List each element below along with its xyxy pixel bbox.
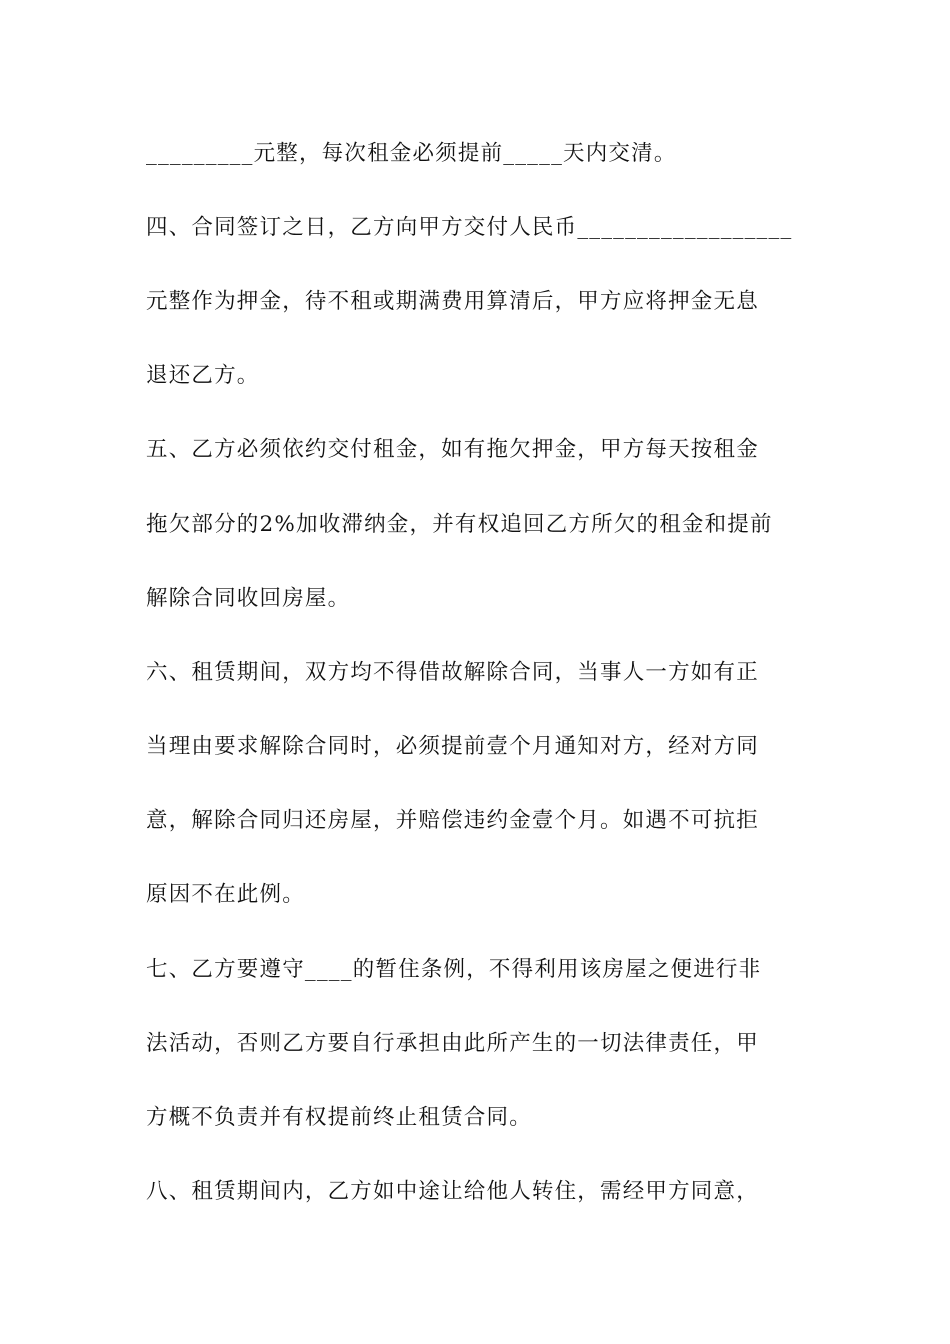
text-line-11: [146, 875, 806, 915]
text-line-6: [146, 505, 806, 545]
line-12-post: 的暂住条例，不得利用该房屋之便进行非: [352, 957, 762, 982]
text-line-12: [146, 950, 806, 990]
text-line-4: [146, 356, 806, 396]
text-line-15: [146, 1172, 806, 1212]
line-3-text: 元整作为押金，待不租或期满费用算清后，甲方应将押金无息: [146, 289, 759, 314]
clause-6-start: 六、租赁期间，双方均不得借故解除合同，当事人一方如有正: [146, 660, 759, 685]
clause-8-start: 八、租赁期间内，乙方如中途让给他人转住，需经甲方同意，: [146, 1179, 759, 1204]
line-4-text: 退还乙方。: [146, 363, 260, 388]
blank-regulation: ____: [304, 957, 353, 982]
text-line-9: [146, 727, 806, 767]
blank-deposit: __________________: [577, 215, 793, 240]
line-10-text: 意，解除合同归还房屋，并赔偿违约金壹个月。如遇不可抗拒: [146, 808, 759, 833]
line-13-text: 法活动，否则乙方要自行承担由此所产生的一切法律责任，甲: [146, 1031, 759, 1056]
clause-4-start: 四、合同签订之日，乙方向甲方交付人民币: [146, 215, 578, 240]
blank-amount: _________: [146, 141, 254, 166]
clause-5-start: 五、乙方必须依约交付租金，如有拖欠押金，甲方每天按租金: [146, 437, 759, 462]
text-line-8: [146, 653, 806, 693]
line-7-text: 解除合同收回房屋。: [146, 586, 351, 611]
text-line-3: [146, 282, 806, 322]
text-line-10: [146, 801, 806, 841]
line-9-text: 当理由要求解除合同时，必须提前壹个月通知对方，经对方同: [146, 734, 759, 759]
text-line-2: [146, 208, 806, 248]
line-1-post: 天内交清。: [563, 141, 677, 166]
blank-days: _____: [503, 141, 564, 166]
text-line-1: [146, 134, 806, 174]
text-line-5: [146, 430, 806, 470]
clause-7-start: 七、乙方要遵守: [146, 957, 305, 982]
line-11-text: 原因不在此例。: [146, 882, 305, 907]
text-line-14: [146, 1098, 806, 1138]
text-line-7: [146, 579, 806, 619]
text-line-13: [146, 1024, 806, 1064]
line-14-text: 方概不负责并有权提前终止租赁合同。: [146, 1105, 532, 1130]
line-6-text: 拖欠部分的2%加收滞纳金，并有权追回乙方所欠的租金和提前: [146, 512, 773, 537]
line-1-mid: 元整，每次租金必须提前: [253, 141, 504, 166]
